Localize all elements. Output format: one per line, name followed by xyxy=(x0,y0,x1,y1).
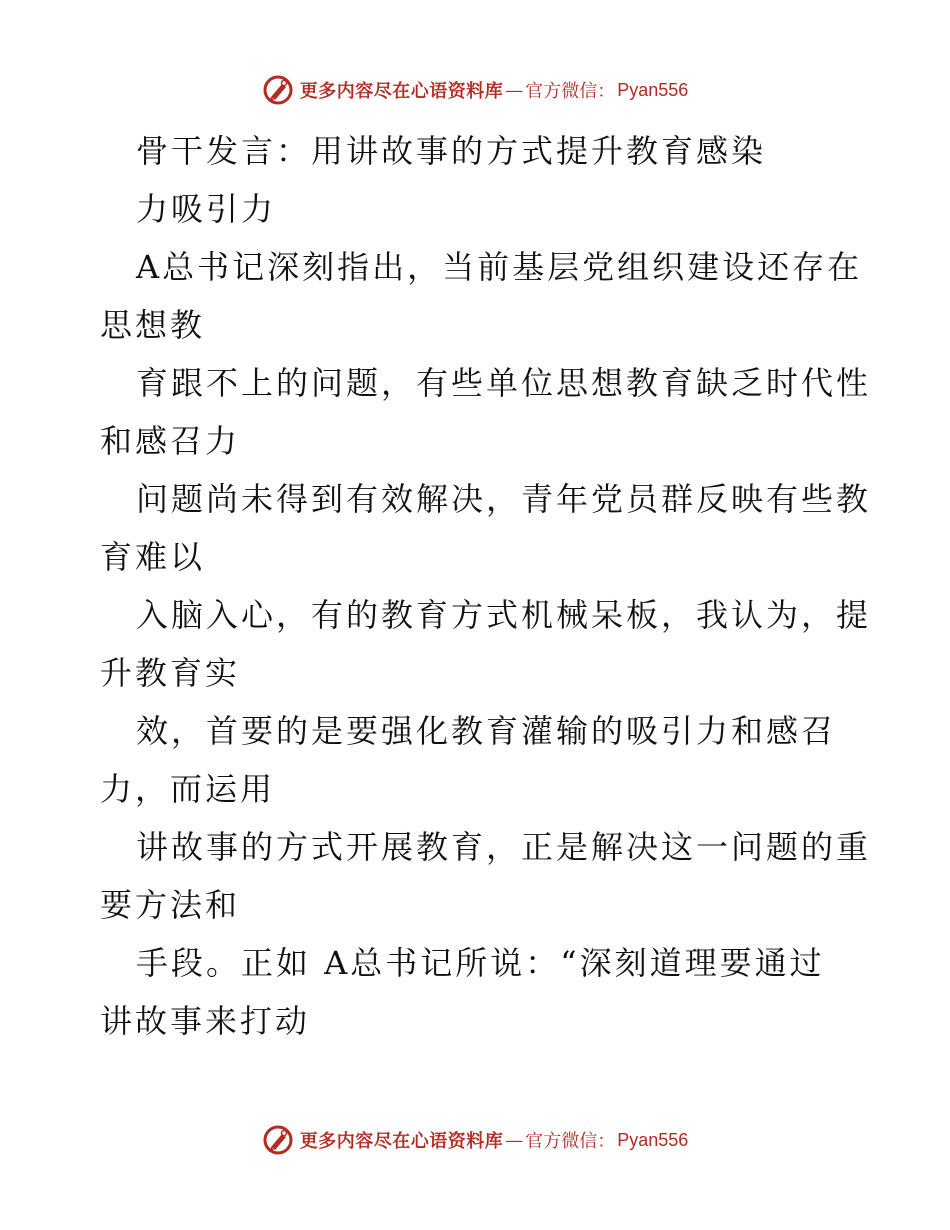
paragraph-line: 和感召力 xyxy=(100,422,241,460)
paragraph-line: A总书记深刻指出，当前基层党组织建设还存在 xyxy=(136,248,863,286)
pen-logo-icon xyxy=(262,1124,294,1156)
watermark-wechat-label: 官方微信： xyxy=(525,81,616,102)
watermark-banner-bottom xyxy=(0,1120,950,1160)
watermark-text: 更多内容尽在心语资料库 xyxy=(299,81,504,102)
title-line-1: 骨干发言：用讲故事的方式提升教育感染 xyxy=(136,132,767,170)
paragraph-line: 要方法和 xyxy=(100,886,241,924)
paragraph-line: 手段。正如 A总书记所说：“深刻道理要通过 xyxy=(136,944,825,982)
watermark-wechat-id: Pyan556 xyxy=(617,79,689,100)
pen-logo-icon xyxy=(262,74,294,106)
paragraph-line: 问题尚未得到有效解决，青年党员群反映有些教 xyxy=(136,480,872,518)
paragraph-line: 效，首要的是要强化教育灌输的吸引力和感召 xyxy=(136,712,837,750)
watermark-banner-top xyxy=(0,70,950,110)
paragraph-line: 育难以 xyxy=(100,538,206,576)
paragraph-line: 讲故事来打动 xyxy=(100,1002,311,1040)
paragraph-line: 讲故事的方式开展教育，正是解决这一问题的重 xyxy=(136,828,872,866)
watermark-dash: — xyxy=(505,79,524,101)
watermark-text: 更多内容尽在心语资料库 xyxy=(299,1131,504,1152)
document-body xyxy=(100,122,872,1050)
watermark-wechat-id: Pyan556 xyxy=(617,1129,689,1150)
watermark-dash: — xyxy=(505,1129,524,1151)
paragraph-line: 升教育实 xyxy=(100,654,241,692)
paragraph-line: 力，而运用 xyxy=(100,770,276,808)
paragraph-line: 入脑入心，有的教育方式机械呆板，我认为，提 xyxy=(136,596,872,634)
title-line-2: 力吸引力 xyxy=(136,190,277,228)
paragraph-line: 思想教 xyxy=(100,306,206,344)
paragraph-line: 育跟不上的问题，有些单位思想教育缺乏时代性 xyxy=(136,364,872,402)
watermark-wechat-label: 官方微信： xyxy=(525,1131,616,1152)
